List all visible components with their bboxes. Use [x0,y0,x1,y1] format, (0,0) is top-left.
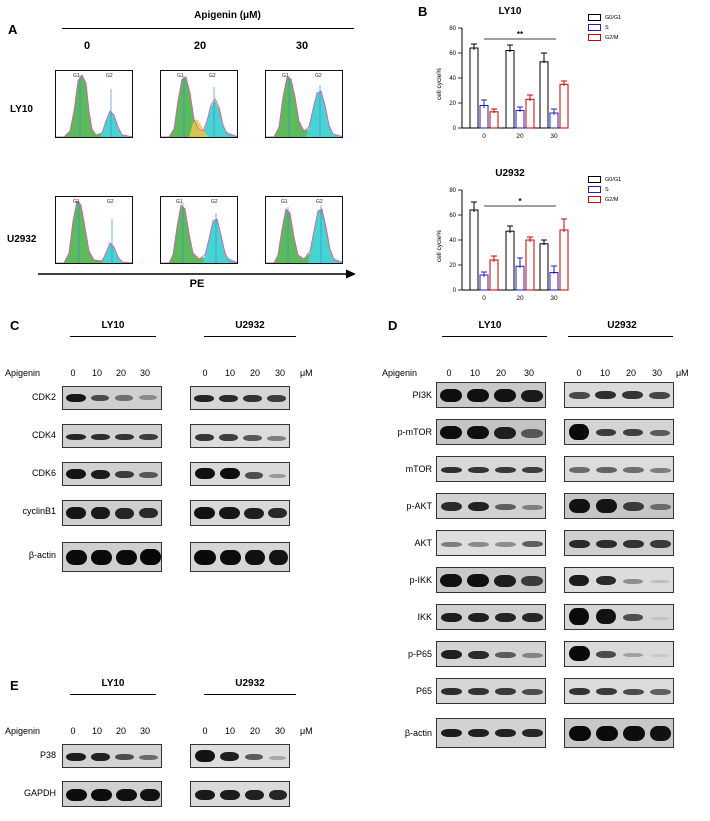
legend-label-s: S [605,24,609,31]
panel-a [0,0,400,305]
flow-histogram-u2932-20 [160,196,238,264]
panel-c-dose2-3: 30 [274,368,285,378]
panel-e-dose-3: 30 [139,726,150,736]
pe-axis-label: PE [189,278,205,290]
panel-c-rule-ly10 [70,336,156,337]
blot-d-pi3k-ly10 [436,382,546,408]
blot-e-gapdh-u2932 [190,781,290,807]
panel-c-dose2-2: 20 [249,368,260,378]
chart-ylabel-u2932: cell cycle% [436,229,443,262]
blot-e-p38-u2932 [190,744,290,768]
panel-c-dose-1: 10 [91,368,102,378]
panel-d-protein-p-ikk: p-IKK [409,575,432,585]
panel-c-protein-cdk6: CDK6 [31,468,56,478]
panel-c-protein-cdk4: CDK4 [31,430,56,440]
panel-c-unit: μM [300,368,313,378]
svg-text:30: 30 [550,133,558,140]
panel-e-rule-u2932 [204,694,296,695]
blot-d-bactin-ly10 [436,718,546,748]
blot-c-cyclinb1-u2932 [190,500,290,526]
panel-a-dose-0: 0 [83,40,91,52]
panel-d-protein-p65: P65 [415,686,432,696]
gate-label-g2: G2 [209,73,216,79]
panel-d-protein-p-p65: p-P65 [407,649,432,659]
panel-b [400,0,710,305]
panel-d-group-u2932: U2932 [607,320,637,331]
blot-d-pmtor-u2932 [564,419,674,445]
gate-label-g1: G1 [177,73,184,79]
blot-c-cdk6-ly10 [62,462,162,486]
blot-d-mtor-u2932 [564,456,674,482]
blot-d-pmtor-ly10 [436,419,546,445]
blot-d-pi3k-u2932 [564,382,674,408]
gate-label-g2: G2 [315,73,322,79]
legend-key-s [588,186,601,193]
panel-e-treatment-label: Apigenin [5,726,41,736]
panel-d-unit: μM [676,368,689,378]
flow-histogram-u2932-30 [265,196,343,264]
svg-text:0: 0 [452,288,456,294]
blot-c-bactin-ly10 [62,542,162,572]
panel-c-protein-cyclinb1: cyclinB1 [22,506,56,516]
panel-d-protein-akt: AKT [414,538,432,548]
panel-d-dose2-3: 30 [651,368,662,378]
gate-label-g1: G1 [281,199,288,205]
panel-c-dose2-1: 10 [224,368,235,378]
legend-key-g0g1 [588,176,601,183]
panel-d-dose-3: 30 [523,368,534,378]
gate-label-g1: G1 [176,199,183,205]
blot-c-cdk4-ly10 [62,424,162,448]
panel-c-treatment-label: Apigenin [5,368,41,378]
svg-text:40: 40 [449,238,456,244]
panel-a-row-label-ly10: LY10 [10,104,33,115]
chart-title-ly10: LY10 [498,6,522,17]
panel-a-axis-title: Apigenin (μM) [194,10,261,21]
gate-label-g1: G1 [73,73,80,79]
legend-label-g0g1: G0/G1 [605,176,622,183]
chart-ylabel-ly10: cell cycle% [436,67,443,100]
legend-label-s: S [605,186,609,193]
gate-label-g2: G2 [106,73,113,79]
svg-text:30: 30 [550,295,558,302]
blot-e-p38-ly10 [62,744,162,768]
chart-u2932 [440,182,570,312]
svg-text:*: * [518,197,522,206]
svg-text:20: 20 [449,101,456,107]
panel-a-dose-1: 20 [193,40,207,52]
panel-e-dose-0: 0 [70,726,76,736]
blot-d-pp65-u2932 [564,641,674,667]
blot-d-pikk-u2932 [564,567,674,593]
panel-d [380,310,710,821]
panel-d-protein-mtor: mTOR [405,464,432,474]
chart-legend-u2932 [588,176,621,206]
panel-a-letter: A [8,22,18,37]
gate-label-g1: G1 [73,199,80,205]
blot-c-cyclinb1-ly10 [62,500,162,526]
chart-title-u2932: U2932 [495,168,525,179]
flow-histogram-ly10-30 [265,70,343,138]
panel-c [0,310,380,630]
svg-text:0: 0 [482,133,486,140]
gate-label-g1: G1 [282,73,289,79]
legend-key-g2m [588,34,601,41]
panel-e-protein-gapdh: GAPDH [23,788,56,798]
legend-key-s [588,24,601,31]
svg-text:80: 80 [449,188,456,194]
legend-label-g2m: G2/M [605,34,619,41]
blot-d-pakt-ly10 [436,493,546,519]
panel-b-letter: B [418,4,428,19]
svg-text:20: 20 [449,263,456,269]
panel-e-dose2-1: 10 [224,726,235,736]
blot-d-p65-ly10 [436,678,546,704]
panel-c-protein-bactin: β-actin [28,550,56,560]
svg-text:**: ** [516,30,524,39]
panel-d-dose-1: 10 [469,368,480,378]
svg-text:20: 20 [516,295,524,302]
panel-d-letter: D [388,318,398,333]
panel-c-group-u2932: U2932 [235,320,265,331]
blot-d-p65-u2932 [564,678,674,704]
gate-label-g2: G2 [107,199,114,205]
panel-e-dose2-0: 0 [202,726,208,736]
svg-text:60: 60 [449,51,456,57]
blot-d-bactin-u2932 [564,718,674,748]
svg-text:40: 40 [449,76,456,82]
panel-c-dose-0: 0 [70,368,76,378]
panel-e-letter: E [10,678,19,693]
flow-histogram-ly10-20 [160,70,238,138]
panel-a-row-label-u2932: U2932 [7,234,37,245]
flow-histogram-ly10-0 [55,70,133,138]
panel-d-protein-p-mtor: p-mTOR [397,427,432,437]
blot-d-mtor-ly10 [436,456,546,482]
svg-text:60: 60 [449,213,456,219]
legend-key-g2m [588,196,601,203]
panel-d-dose2-1: 10 [599,368,610,378]
panel-e-dose2-3: 30 [274,726,285,736]
blot-e-gapdh-ly10 [62,781,162,807]
panel-d-protein-ikk: IKK [417,612,432,622]
panel-e-dose2-2: 20 [249,726,260,736]
panel-d-rule-u2932 [568,336,673,337]
panel-e-unit: μM [300,726,313,736]
legend-label-g2m: G2/M [605,196,619,203]
blot-c-cdk4-u2932 [190,424,290,448]
panel-e-group-ly10: LY10 [101,678,125,689]
blot-c-cdk2-u2932 [190,386,290,410]
pe-axis-arrow [38,266,356,276]
blot-d-pakt-u2932 [564,493,674,519]
panel-c-rule-u2932 [204,336,296,337]
panel-c-letter: C [10,318,20,333]
legend-key-g0g1 [588,14,601,21]
panel-c-dose2-0: 0 [202,368,208,378]
blot-c-cdk2-ly10 [62,386,162,410]
chart-ly10 [440,20,570,150]
blot-d-akt-u2932 [564,530,674,556]
svg-text:0: 0 [482,295,486,302]
blot-d-ikk-ly10 [436,604,546,630]
blot-c-cdk6-u2932 [190,462,290,486]
panel-d-protein-pi3k: PI3K [412,390,432,400]
panel-d-rule-ly10 [442,336,547,337]
blot-d-pp65-ly10 [436,641,546,667]
panel-d-dose2-2: 20 [625,368,636,378]
flow-histogram-u2932-0 [55,196,133,264]
panel-d-group-ly10: LY10 [478,320,502,331]
panel-d-dose-0: 0 [446,368,452,378]
panel-e-dose-2: 20 [115,726,126,736]
blot-d-akt-ly10 [436,530,546,556]
panel-e [0,660,380,820]
panel-a-dose-2: 30 [295,40,309,52]
panel-a-top-rule [62,28,354,29]
legend-label-g0g1: G0/G1 [605,14,622,21]
svg-text:80: 80 [449,26,456,32]
gate-label-g2: G2 [211,199,218,205]
panel-e-rule-ly10 [70,694,156,695]
blot-d-ikk-u2932 [564,604,674,630]
panel-d-protein-p-akt: p-AKT [406,501,432,511]
panel-c-protein-cdk2: CDK2 [31,392,56,402]
panel-d-protein-bactin: β-actin [404,728,432,738]
svg-text:20: 20 [516,133,524,140]
panel-c-dose-2: 20 [115,368,126,378]
chart-legend-ly10 [588,14,621,44]
panel-d-dose2-0: 0 [576,368,582,378]
panel-c-dose-3: 30 [139,368,150,378]
panel-c-group-ly10: LY10 [101,320,125,331]
panel-e-group-u2932: U2932 [235,678,265,689]
panel-e-protein-p38: P38 [39,750,56,760]
svg-text:0: 0 [452,126,456,132]
panel-d-treatment-label: Apigenin [382,368,418,378]
blot-d-pikk-ly10 [436,567,546,593]
gate-label-g2: G2 [316,199,323,205]
panel-e-dose-1: 10 [91,726,102,736]
blot-c-bactin-u2932 [190,542,290,572]
panel-d-dose-2: 20 [495,368,506,378]
